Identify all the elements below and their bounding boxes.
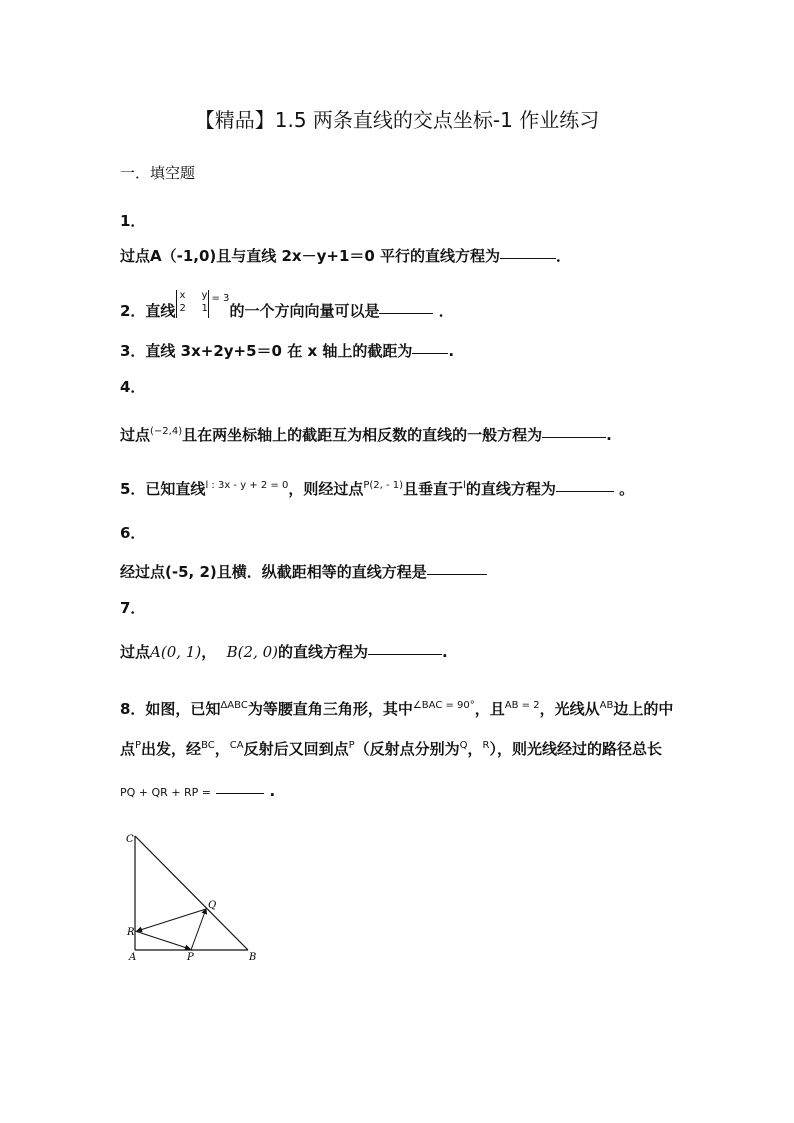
- q5-mid: ，则经过点: [288, 480, 364, 498]
- label-p: P: [187, 952, 194, 963]
- q7-sep: ，: [201, 643, 217, 661]
- q7-point-a: A(0, 1): [150, 643, 202, 661]
- q4-end: .: [606, 426, 612, 444]
- q5-text: 的直线方程为: [465, 480, 556, 498]
- q4-number: 4．: [120, 378, 146, 396]
- q7-end: .: [442, 643, 448, 661]
- q2-blank: [379, 312, 433, 314]
- q8-line-1: 8．如图，已知$^{\Delta ABC}$为等腰直角三角形，其中$^{\angle BAC = 90^\circ}$，且$^{AB = 2}$，光线从$^{AB}$边上的中: [120, 700, 674, 718]
- q1-blank: [500, 257, 556, 259]
- q5-point: P(2, - 1): [363, 480, 404, 491]
- q1-line: [120, 245, 571, 266]
- q7-prefix: 过点: [120, 643, 151, 661]
- q8-line-3: PQ + QR + RP = .: [120, 782, 276, 800]
- q2-text: 的一个方向向量可以是: [229, 302, 380, 320]
- q5-l: l: [463, 480, 466, 491]
- q3-text: 3．直线 3x+2y+5＝0 在 x 轴上的截距为: [120, 342, 413, 360]
- q6-number: 6．: [120, 524, 146, 542]
- q2-determinant: x y 2 1 = 3: [175, 290, 223, 320]
- q7-point-b: B(2, 0): [226, 643, 279, 661]
- q7-number: 7．: [120, 599, 146, 617]
- q2-end: ．: [438, 302, 454, 320]
- q5-line-eq: l : 3x - y + 2 = 0: [205, 480, 289, 491]
- q7-blank: [368, 653, 442, 655]
- q4-blank: [542, 436, 606, 438]
- triangle-figure: [120, 826, 270, 966]
- ray-pq: [191, 909, 206, 950]
- q2-line: [120, 290, 454, 321]
- label-a: A: [129, 952, 137, 963]
- side-bc: [135, 836, 248, 950]
- q7-text: 的直线方程为: [278, 643, 369, 661]
- q8-sum: PQ + QR + RP =: [120, 786, 212, 799]
- q4-point: (−2,4): [150, 426, 183, 437]
- label-c: C: [126, 834, 134, 845]
- ray-rp: [135, 931, 190, 949]
- q7-line: [120, 641, 448, 662]
- q6-line: [120, 561, 487, 582]
- label-b: B: [249, 952, 257, 963]
- q3-line: [120, 340, 454, 361]
- q8-line-2: 点$^P$出发，经$^{BC}$，$^{CA}$反射后又回到点$^P$（反射点分别为$^Q$，$^R$），则光线经过的路径总长: [120, 740, 662, 758]
- q5-end: 。: [619, 480, 635, 498]
- q3-end: .: [448, 342, 455, 360]
- q8-blank: [216, 792, 264, 794]
- q3-blank: [412, 352, 448, 354]
- q5-line: [120, 478, 634, 499]
- q1-end: ．: [556, 247, 572, 265]
- q5-blank: [556, 490, 614, 492]
- q1-text: 过点A（-1,0)且与直线 2x－y+1＝0 平行的直线方程为: [120, 247, 501, 265]
- ray-qr: [137, 909, 206, 931]
- q4-prefix: 过点: [120, 426, 151, 444]
- q1-number: 1．: [120, 212, 146, 230]
- page-title: 【精品】1.5 两条直线的交点坐标-1 作业练习: [194, 108, 600, 132]
- section-heading: 一．填空题: [120, 164, 196, 182]
- q5-mid2: 且垂直于: [403, 480, 464, 498]
- label-q: Q: [208, 900, 217, 911]
- q5-prefix: 5．已知直线: [120, 480, 206, 498]
- q4-line: [120, 424, 612, 445]
- label-r: R: [127, 927, 135, 938]
- q6-blank: [427, 573, 487, 575]
- q6-text: 经过点(-5, 2)且横．纵截距相等的直线方程是: [120, 563, 427, 581]
- q4-text: 且在两坐标轴上的截距互为相反数的直线的一般方程为: [182, 426, 543, 444]
- q2-prefix: 2．直线: [120, 302, 176, 320]
